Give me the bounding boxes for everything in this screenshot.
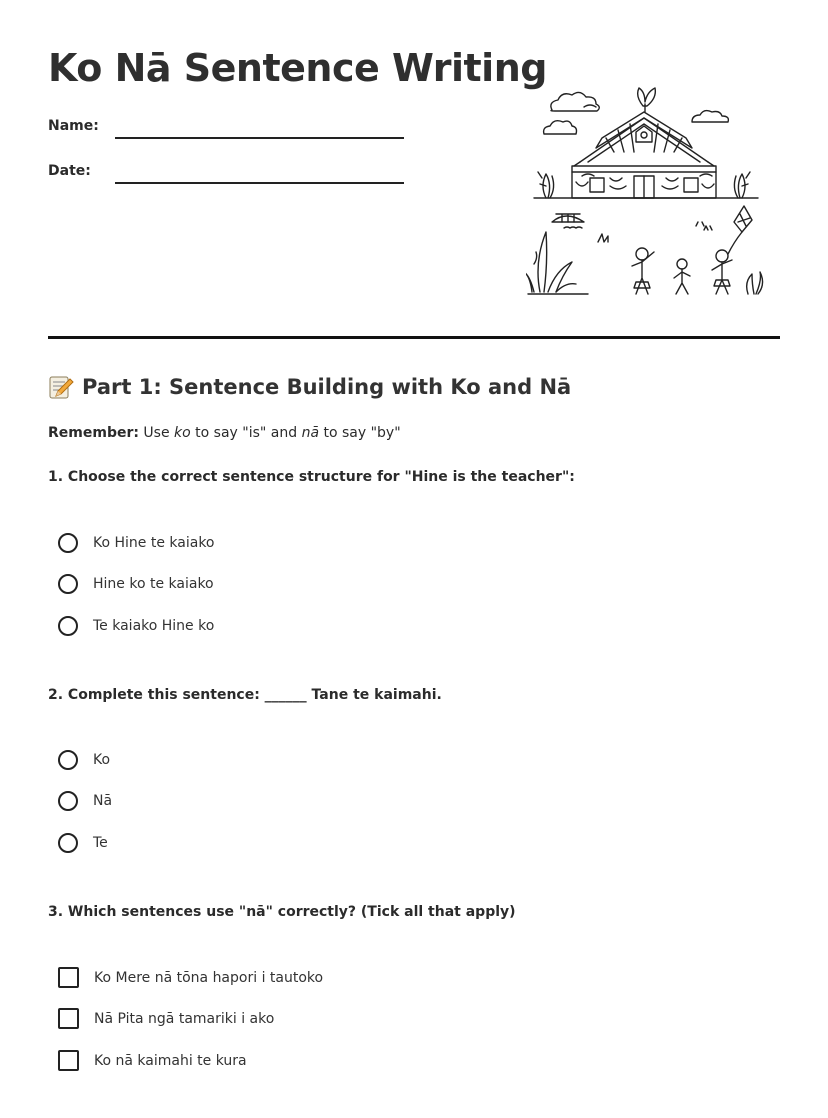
question-1: 1. Choose the correct sentence structure for "Hine is the teacher": [48,469,575,485]
option-label: Ko [93,752,111,768]
remember-text-2: to say "is" and [190,425,302,441]
option-label: Te kaiako Hine ko [93,618,215,634]
name-field [48,118,99,134]
date-field [48,163,91,179]
part1-heading-text: Part 1: Sentence Building with Ko and Nā [82,375,572,399]
radio-button[interactable] [58,574,78,594]
option-label: Ko nā kaimahi te kura [94,1052,247,1069]
checkbox[interactable] [58,1050,79,1071]
option-label: Ko Hine te kaiako [93,535,215,551]
q3-option-3[interactable] [58,1050,247,1071]
remember-na: nā [301,425,320,441]
remember-text-1: Use [138,425,175,441]
q2-option-3[interactable] [58,833,108,853]
question-3: 3. Which sentences use "nā" correctly? (Tick all that apply) [48,904,516,920]
radio-button[interactable] [58,750,78,770]
q1-option-3[interactable] [58,616,214,636]
remember-ko: ko [174,425,191,441]
question-2: 2. Complete this sentence: ______ Tane te kaimahi. [48,687,442,703]
q2-option-1[interactable] [58,750,110,770]
remember-note [48,425,401,441]
option-label: Te [93,835,108,851]
q1-option-1[interactable] [58,533,215,553]
date-input-line[interactable] [115,182,404,184]
page-title: Ko Nā Sentence Writing [48,46,547,90]
radio-button[interactable] [58,833,78,853]
option-label: Nā [93,793,113,809]
option-label: Hine ko te kaiako [93,576,214,592]
radio-button[interactable] [58,791,78,811]
q2-option-2[interactable] [58,791,112,811]
q3-option-1[interactable] [58,967,323,988]
marae-illustration [526,82,766,298]
part1-heading [48,374,571,400]
radio-button[interactable] [58,533,78,553]
remember-label: Remember: [48,425,139,441]
checkbox[interactable] [58,967,79,988]
name-label: Name: [48,118,99,134]
remember-text-3: to say "by" [319,425,401,441]
radio-button[interactable] [58,616,78,636]
q3-option-2[interactable] [58,1008,274,1029]
date-label: Date: [48,163,91,179]
option-label: Nā Pita ngā tamariki i ako [94,1010,275,1027]
section-divider [48,336,780,339]
q1-option-2[interactable] [58,574,214,594]
name-input-line[interactable] [115,137,404,139]
memo-icon [48,374,74,400]
checkbox[interactable] [58,1008,79,1029]
option-label: Ko Mere nā tōna hapori i tautoko [94,969,324,986]
